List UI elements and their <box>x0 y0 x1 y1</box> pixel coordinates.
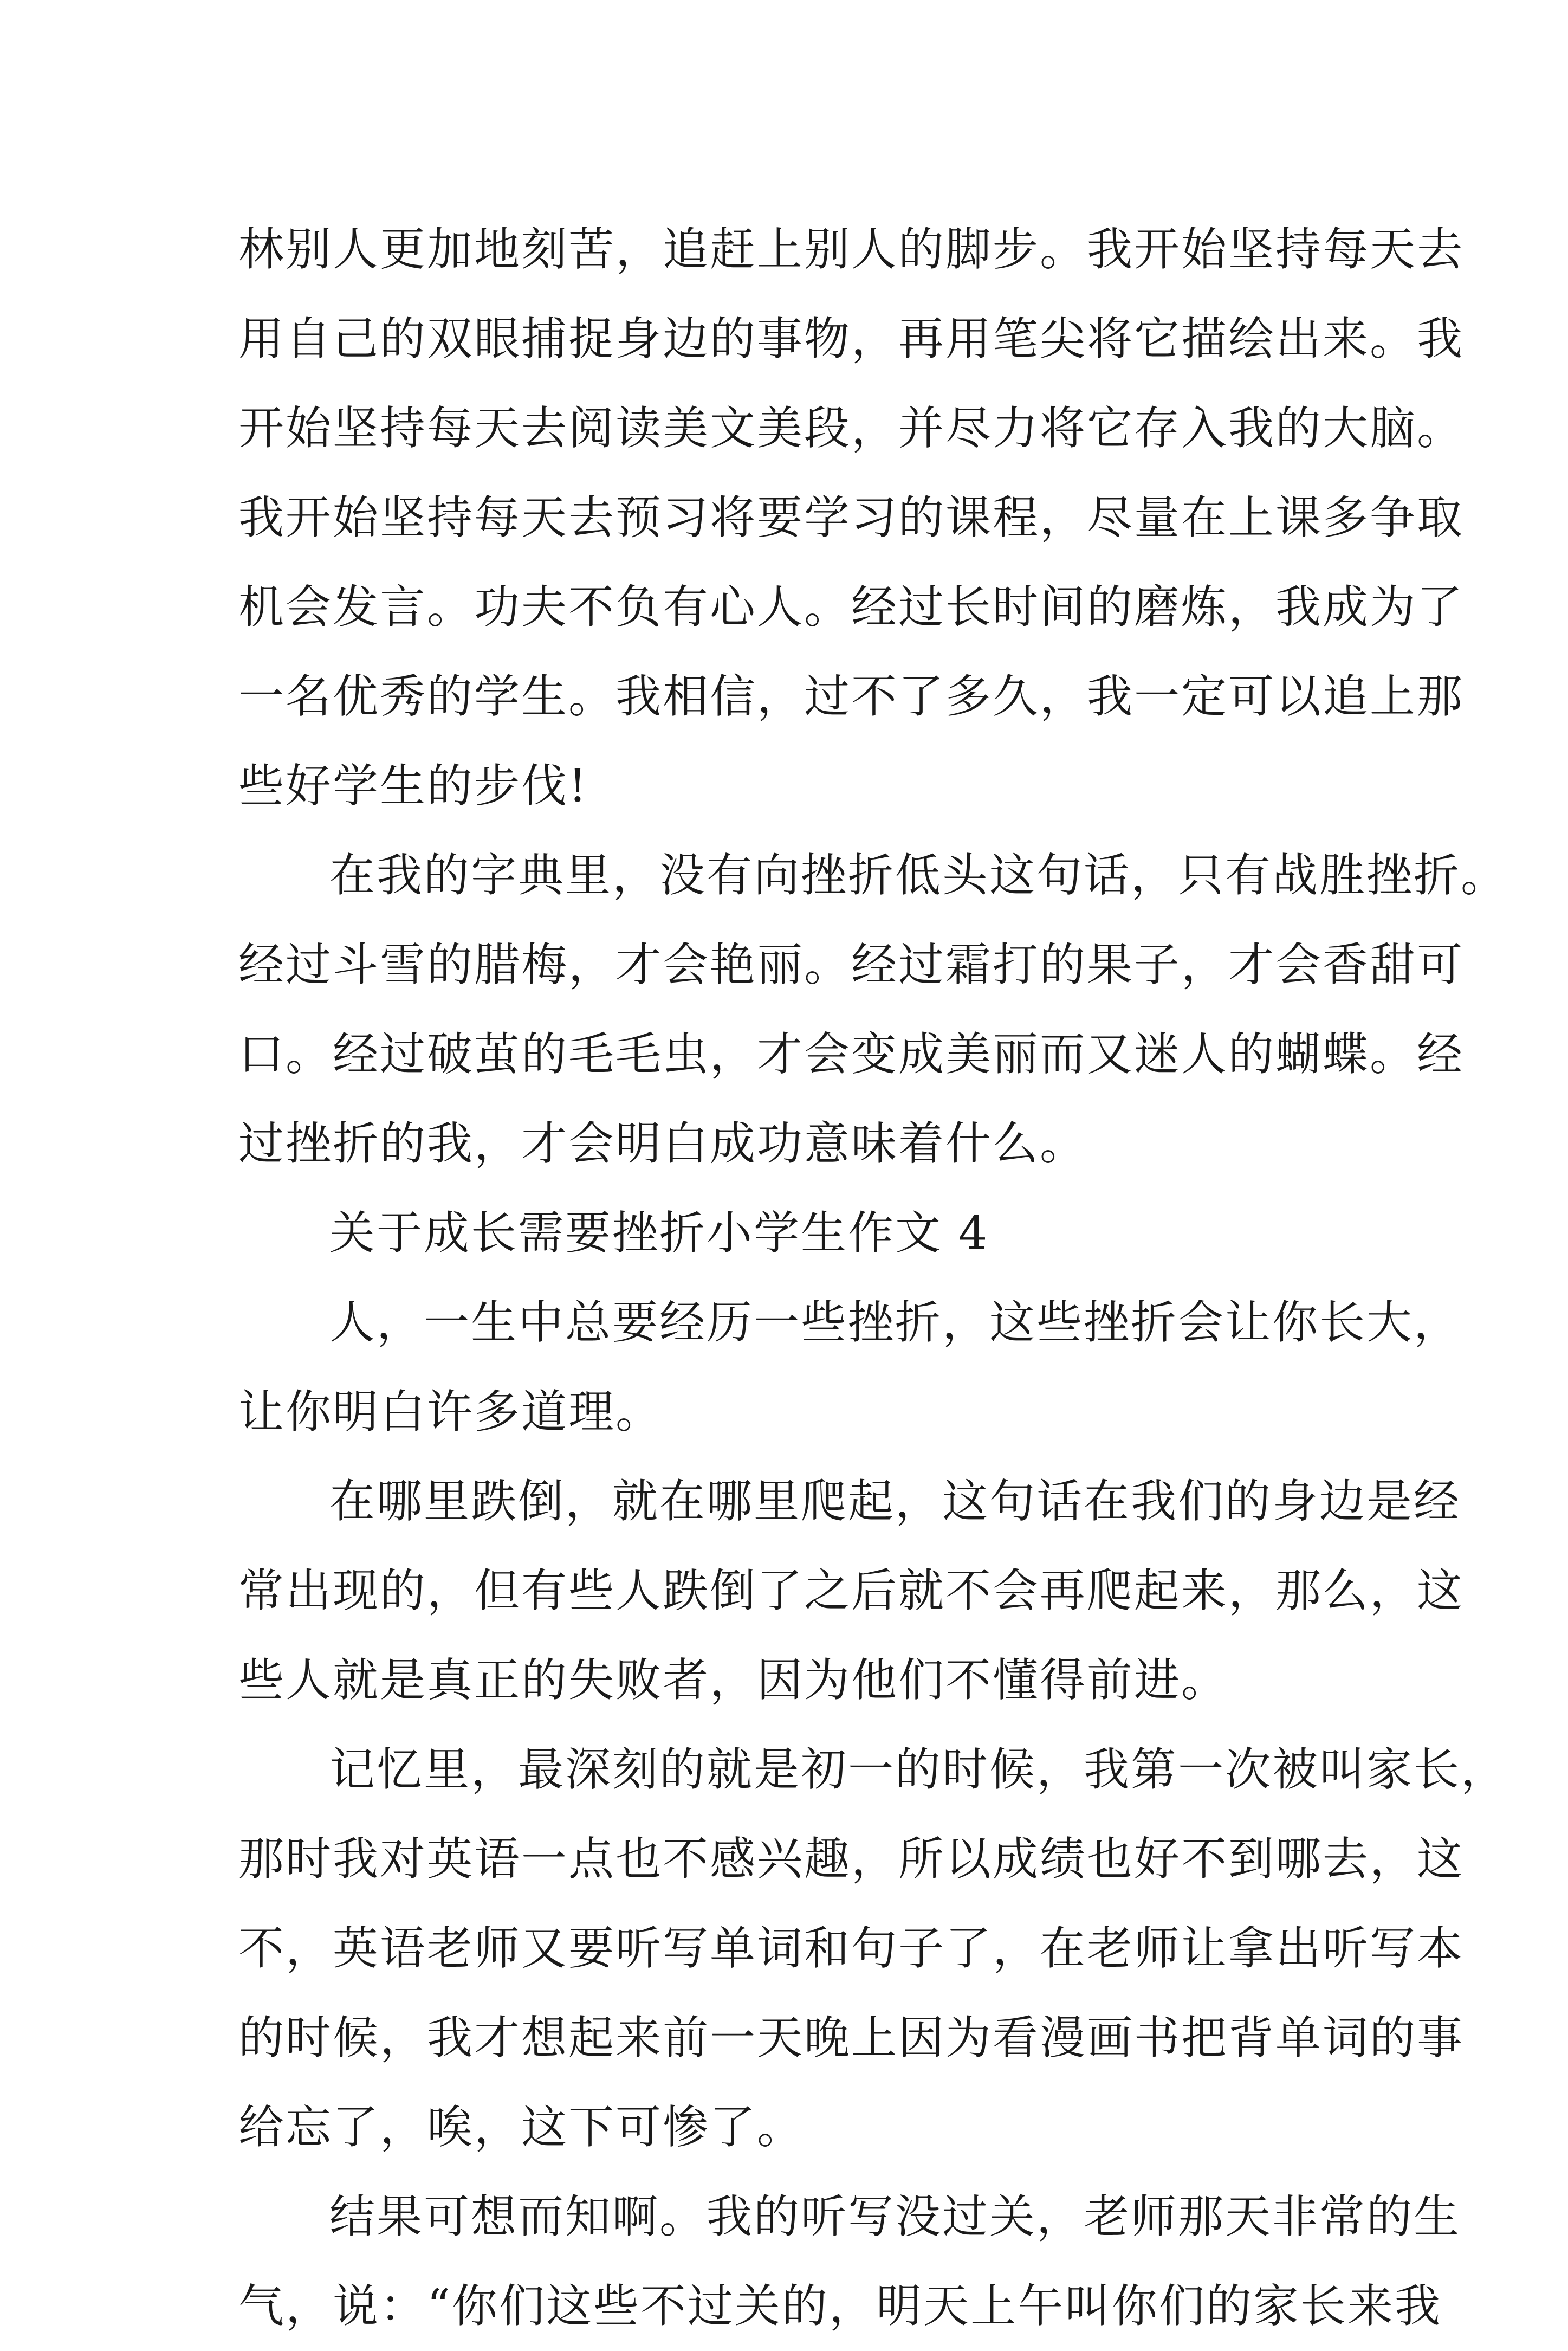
text-line: 开始坚持每天去阅读美文美段，并尽力将它存入我的大脑。 <box>238 402 1465 455</box>
text-line: 些好学生的步伐! <box>238 759 588 812</box>
text-line: 记忆里，最深刻的就是初一的时候，我第一次被叫家长， <box>329 1743 1508 1796</box>
text-line: 那时我对英语一点也不感兴趣，所以成绩也好不到哪去，这 <box>238 1832 1465 1885</box>
text-line: 在我的字典里，没有向挫折低头这句话，只有战胜挫折。 <box>329 849 1508 902</box>
text-line: 我开始坚持每天去预习将要学习的课程，尽量在上课多争取 <box>238 491 1465 544</box>
text-line: 常出现的，但有些人跌倒了之后就不会再爬起来，那么，这 <box>238 1564 1465 1617</box>
text-line: 经过斗雪的腊梅，才会艳丽。经过霜打的果子，才会香甜可 <box>238 938 1465 991</box>
text-line: 人，一生中总要经历一些挫折，这些挫折会让你长大， <box>329 1296 1461 1349</box>
text-line: 不，英语老师又要听写单词和句子了，在老师让拿出听写本 <box>238 1922 1465 1975</box>
document-body <box>238 205 1508 2351</box>
text-line: 气，说：“你们这些不过关的，明天上午叫你们的家长来我 <box>238 2279 1442 2333</box>
text-line: 机会发言。功夫不负有心人。经过长时间的磨炼，我成为了 <box>238 580 1465 634</box>
text-line: 结果可想而知啊。我的听写没过关，老师那天非常的生 <box>329 2190 1461 2243</box>
text-line: 一名优秀的学生。我相信，过不了多久，我一定可以追上那 <box>238 670 1465 723</box>
text-line: 在哪里跌倒，就在哪里爬起，这句话在我们的身边是经 <box>329 1475 1461 1528</box>
text-line: 给忘了，唉，这下可惨了。 <box>238 2101 805 2154</box>
text-line: 过挫折的我，才会明白成功意味着什么。 <box>238 1117 1087 1170</box>
text-line: 林别人更加地刻苦，追赶上别人的脚步。我开始坚持每天去 <box>238 223 1465 276</box>
text-line: 些人就是真正的失败者，因为他们不懂得前进。 <box>238 1654 1229 1707</box>
text-line: 关于成长需要挫折小学生作文 4 <box>329 1206 989 1260</box>
text-line: 的时候，我才想起来前一天晚上因为看漫画书把背单词的事 <box>238 2011 1465 2064</box>
text-line: 用自己的双眼捕捉身边的事物，再用笔尖将它描绘出来。我 <box>238 312 1465 365</box>
text-line: 口。经过破茧的毛毛虫，才会变成美丽而又迷人的蝴蝶。经 <box>238 1028 1465 1081</box>
text-line: 让你明白许多道理。 <box>238 1385 663 1438</box>
